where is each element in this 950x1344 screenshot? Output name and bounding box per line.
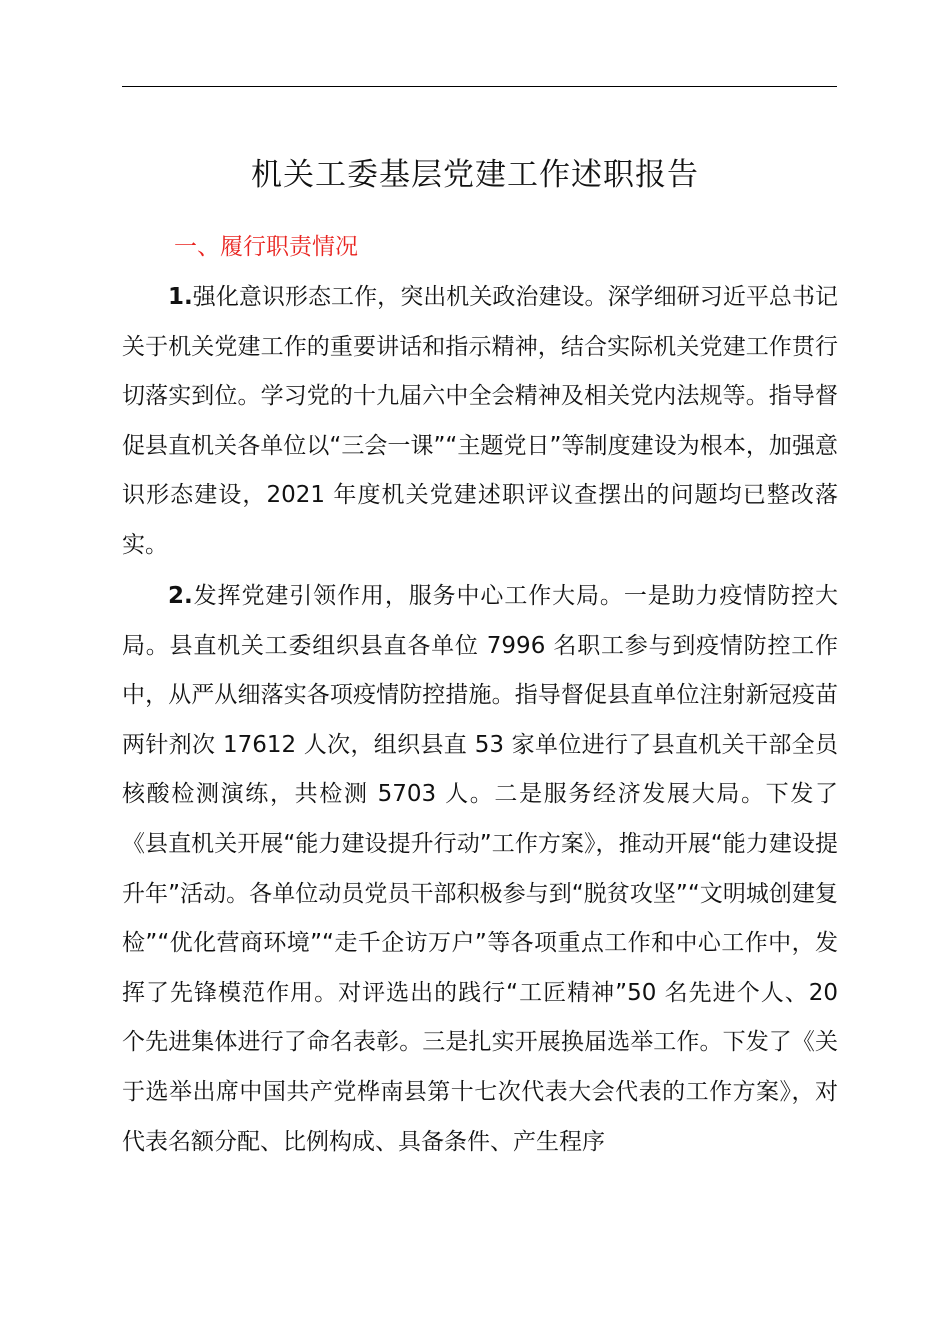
paragraph-1-text: 强化意识形态工作，突出机关政治建设。深学细研习近平总书记关于机关党建工作的重要讲话和指示精神，结合实际机关党建工作贯行切落实到位。学习党的十九届六中全会精神及相关党内法规等。指导督促县直机关各单位以“三会一课”“主题党日”等制度建设为根本，加强意识形态建设，2021 年度机关党建述职评议查摆出的问题均已整改落实。: [122, 284, 838, 558]
paragraph-2-text: 发挥党建引领作用，服务中心工作大局。一是助力疫情防控大局。县直机关工委组织县直各单位 7996 名职工参与到疫情防控工作中，从严从细落实各项疫情防控措施。指导督促县直单位注射新冠疫苗两针剂次 17612 人次，组织县直 53 家单位进行了县直机关干部全员核酸检测演练，共检测 5703 人。二是服务经济发展大局。下发了《县直机关开展“能力建设提升行动”工作方案》，推动开展“能力建设提升年”活动。各单位动员党员干部积极参与到“脱贫攻坚”“文明城创建复检”“优化营商环境”“走千企访万户”等各项重点工作和中心工作中，发挥了先锋模范作用。对评选出的践行“工匠精神”50 名先进个人、20 个先进集体进行了命名表彰。三是扎实开展换届选举工作。下发了《关于选举出席中国共产党桦南县第十七次代表大会代表的工作方案》，对代表名额分配、比例构成、具备条件、产生程序: [122, 583, 838, 1155]
paragraph-2: [122, 572, 838, 1167]
document-title: 机关工委基层党建工作述职报告: [251, 157, 699, 193]
section-heading: 一、履行职责情况: [174, 234, 358, 260]
paragraph-1: [122, 273, 838, 571]
paragraph-2-number: 2.: [168, 583, 193, 609]
paragraph-1-number: 1.: [168, 284, 193, 310]
header-rule: [122, 86, 837, 87]
